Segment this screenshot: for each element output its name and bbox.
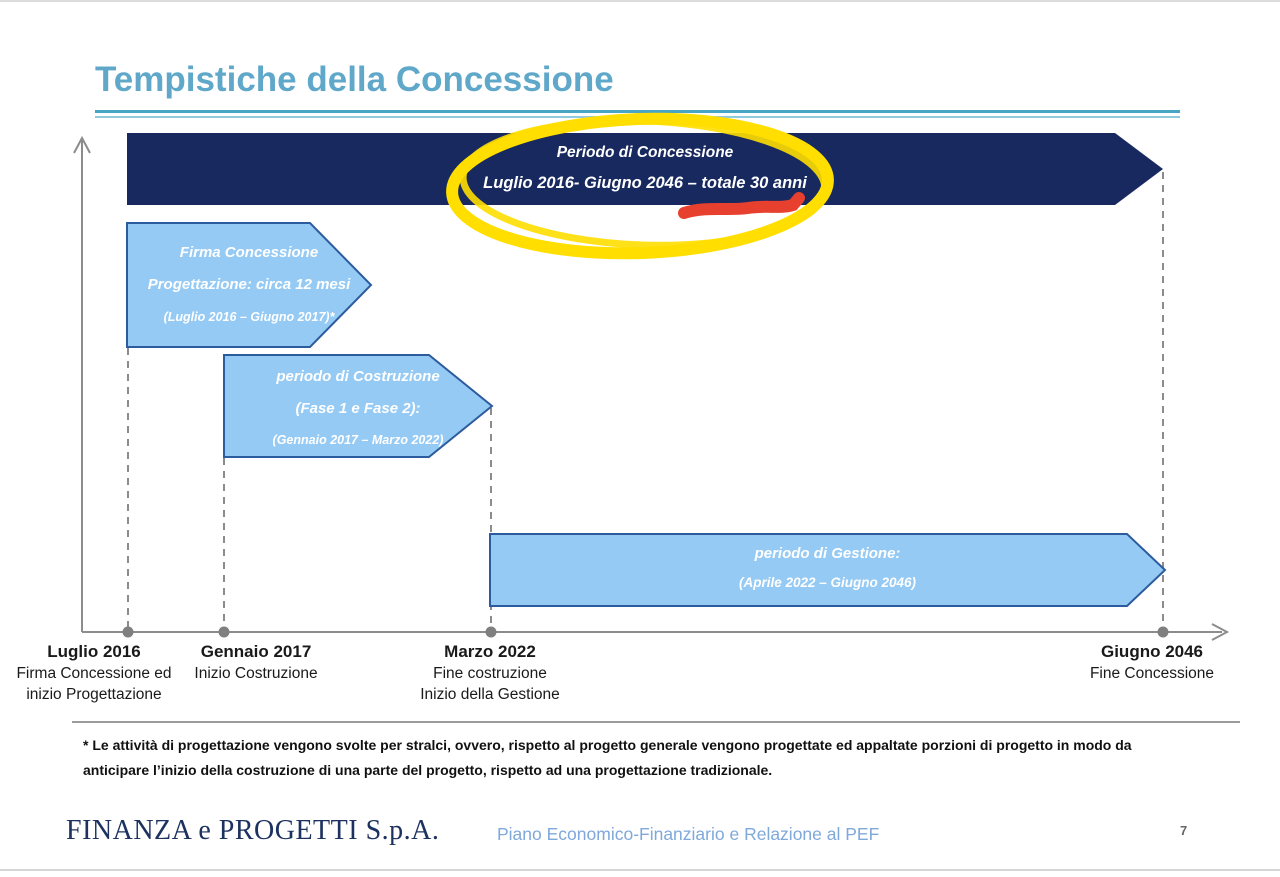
page-number: 7: [1180, 823, 1188, 838]
milestone-date: Gennaio 2017: [200, 642, 312, 661]
banner-title: Periodo di Concessione: [556, 144, 734, 161]
milestone-label: Inizio Costruzione: [194, 665, 318, 682]
milestone-label: Inizio della Gestione: [420, 686, 560, 703]
highlight-ellipse-annotation: [450, 112, 830, 259]
milestone-luglio-2016: [8, 641, 180, 705]
costruzione-fasi: (Fase 1 e Fase 2):: [295, 400, 421, 417]
costruzione-title: periodo di Costruzione: [276, 368, 440, 385]
footer-document-subtitle: Piano Economico-Finanziario e Relazione al PEF: [497, 824, 880, 844]
footnote-separator: [72, 721, 1240, 723]
milestone-label: Firma Concessione ed: [16, 665, 172, 682]
gestione-dates: (Aprile 2022 – Giugno 2046): [738, 575, 917, 590]
footnote-text-line2: anticipare l’inizio della costruzione di una parte del progetto, rispetto ad una progettazione tradizionale.: [83, 762, 773, 778]
milestone-label: inizio Progettazione: [26, 686, 162, 703]
firma-duration: Progettazione: circa 12 mesi: [147, 276, 351, 293]
costruzione-dates: (Gennaio 2017 – Marzo 2022): [272, 433, 444, 447]
milestone-date: Marzo 2022: [444, 642, 536, 661]
milestone-date: Luglio 2016: [47, 642, 141, 661]
banner-dates: Luglio 2016- Giugno 2046 – totale 30 anni: [483, 174, 807, 192]
red-underline-annotation: [684, 198, 799, 213]
page-title: Tempistiche della Concessione: [95, 60, 614, 99]
milestone-date: Giugno 2046: [1100, 642, 1204, 661]
milestone-label: Fine costruzione: [433, 665, 547, 682]
gestione-title: periodo di Gestione:: [754, 545, 901, 562]
firma-title: Firma Concessione: [179, 244, 319, 261]
milestone-gennaio-2017: [168, 641, 344, 684]
milestone-giugno-2046: [1057, 641, 1247, 684]
footnote-text-line1: * Le attività di progettazione vengono svolte per stralci, ovvero, rispetto al progetto generale vengono progettate ed appaltate porzioni di progetto in modo da: [83, 737, 1132, 753]
firma-dates: (Luglio 2016 – Giugno 2017)*: [163, 310, 335, 324]
footer-company-logo-text: FINANZA e PROGETTI S.p.A.: [66, 815, 440, 846]
milestone-marzo-2022: [395, 641, 585, 705]
milestone-label: Fine Concessione: [1089, 665, 1215, 682]
